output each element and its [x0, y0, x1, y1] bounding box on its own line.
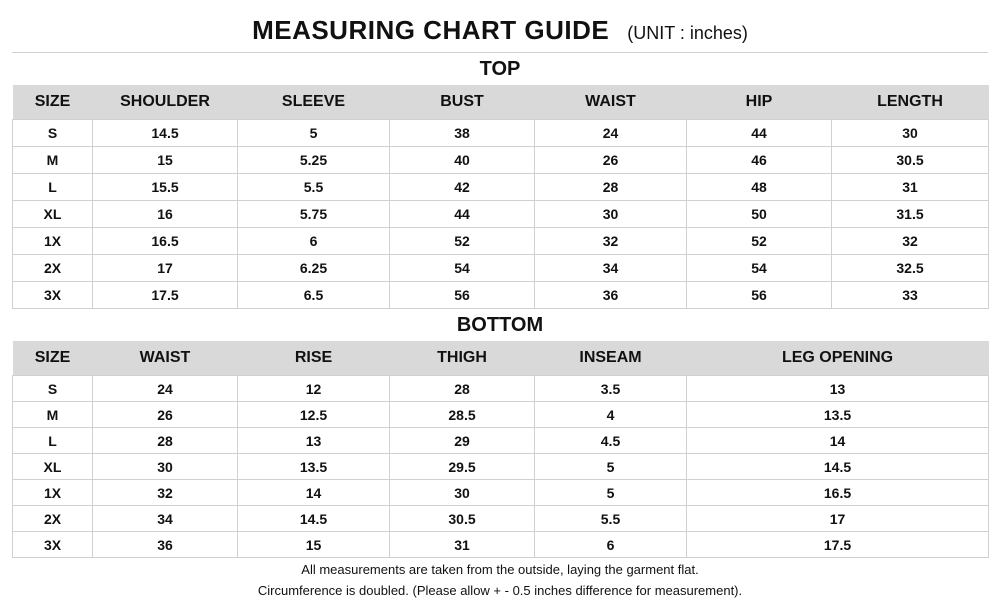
value-cell: 32.5 [832, 255, 989, 282]
value-cell: 52 [390, 228, 535, 255]
note-line-2: Circumference is doubled. (Please allow + - 0.5 inches difference for measurement). [257, 583, 743, 598]
value-cell: 32 [535, 228, 687, 255]
value-cell: 30.5 [390, 506, 535, 532]
value-cell: 33 [832, 282, 989, 309]
header-size: SIZE [13, 85, 93, 120]
table-row [13, 480, 989, 506]
table-row [13, 402, 989, 428]
table-row [13, 255, 989, 282]
size-cell: M [13, 402, 93, 428]
value-cell: 30 [93, 454, 238, 480]
size-cell: XL [13, 454, 93, 480]
value-cell: 24 [535, 120, 687, 147]
value-cell: 54 [687, 255, 832, 282]
top-header-row [13, 85, 989, 120]
value-cell: 42 [390, 174, 535, 201]
size-cell: S [13, 120, 93, 147]
value-cell: 17 [93, 255, 238, 282]
value-cell: 17.5 [687, 532, 989, 558]
value-cell: 28 [390, 376, 535, 402]
value-cell: 5.5 [238, 174, 390, 201]
value-cell: 30.5 [832, 147, 989, 174]
value-cell: 30 [832, 120, 989, 147]
measurement-notes [12, 559, 988, 601]
value-cell: 14 [687, 428, 989, 454]
value-cell: 5.75 [238, 201, 390, 228]
value-cell: 6.5 [238, 282, 390, 309]
value-cell: 15 [238, 532, 390, 558]
table-row [13, 147, 989, 174]
size-cell: 3X [13, 532, 93, 558]
value-cell: 46 [687, 147, 832, 174]
value-cell: 28.5 [390, 402, 535, 428]
header-rise: RISE [238, 341, 390, 376]
header-sleeve: SLEEVE [238, 85, 390, 120]
table-row [13, 174, 989, 201]
value-cell: 17 [687, 506, 989, 532]
value-cell: 32 [832, 228, 989, 255]
value-cell: 13.5 [238, 454, 390, 480]
value-cell: 31.5 [832, 201, 989, 228]
value-cell: 14.5 [93, 120, 238, 147]
value-cell: 50 [687, 201, 832, 228]
value-cell: 15.5 [93, 174, 238, 201]
value-cell: 5 [238, 120, 390, 147]
size-cell: S [13, 376, 93, 402]
table-row [13, 428, 989, 454]
value-cell: 44 [687, 120, 832, 147]
value-cell: 6.25 [238, 255, 390, 282]
bottom-section-title: BOTTOM [456, 313, 544, 336]
table-row [13, 532, 989, 558]
value-cell: 31 [832, 174, 989, 201]
note-line-1: All measurements are taken from the outside, laying the garment flat. [301, 562, 699, 577]
size-cell: 1X [13, 480, 93, 506]
header-bust: BUST [390, 85, 535, 120]
chart-title: MEASURING CHART GUIDE [252, 14, 610, 45]
value-cell: 32 [93, 480, 238, 506]
value-cell: 28 [535, 174, 687, 201]
value-cell: 40 [390, 147, 535, 174]
value-cell: 31 [390, 532, 535, 558]
value-cell: 4 [535, 402, 687, 428]
value-cell: 13.5 [687, 402, 989, 428]
title-row [12, 8, 988, 53]
value-cell: 54 [390, 255, 535, 282]
value-cell: 16.5 [93, 228, 238, 255]
value-cell: 14 [238, 480, 390, 506]
value-cell: 3.5 [535, 376, 687, 402]
size-cell: 3X [13, 282, 93, 309]
table-row [13, 228, 989, 255]
top-size-table [12, 85, 989, 309]
value-cell: 17.5 [93, 282, 238, 309]
size-cell: 1X [13, 228, 93, 255]
value-cell: 28 [93, 428, 238, 454]
value-cell: 36 [535, 282, 687, 309]
value-cell: 56 [687, 282, 832, 309]
size-cell: L [13, 174, 93, 201]
header-size: SIZE [13, 341, 93, 376]
unit-label: (UNIT : inches) [627, 22, 748, 43]
value-cell: 13 [687, 376, 989, 402]
value-cell: 24 [93, 376, 238, 402]
size-cell: 2X [13, 255, 93, 282]
value-cell: 26 [535, 147, 687, 174]
value-cell: 16 [93, 201, 238, 228]
value-cell: 30 [535, 201, 687, 228]
size-cell: M [13, 147, 93, 174]
value-cell: 48 [687, 174, 832, 201]
table-row [13, 282, 989, 309]
value-cell: 5 [535, 454, 687, 480]
table-row [13, 201, 989, 228]
size-cell: L [13, 428, 93, 454]
value-cell: 14.5 [687, 454, 989, 480]
table-row [13, 376, 989, 402]
value-cell: 52 [687, 228, 832, 255]
value-cell: 34 [535, 255, 687, 282]
table-row [13, 454, 989, 480]
value-cell: 34 [93, 506, 238, 532]
value-cell: 13 [238, 428, 390, 454]
header-leg-opening: LEG OPENING [687, 341, 989, 376]
header-inseam: INSEAM [535, 341, 687, 376]
value-cell: 6 [238, 228, 390, 255]
value-cell: 26 [93, 402, 238, 428]
header-shoulder: SHOULDER [93, 85, 238, 120]
value-cell: 4.5 [535, 428, 687, 454]
value-cell: 44 [390, 201, 535, 228]
table-row [13, 120, 989, 147]
value-cell: 12.5 [238, 402, 390, 428]
value-cell: 15 [93, 147, 238, 174]
value-cell: 5.25 [238, 147, 390, 174]
value-cell: 38 [390, 120, 535, 147]
value-cell: 36 [93, 532, 238, 558]
value-cell: 5.5 [535, 506, 687, 532]
header-waist: WAIST [535, 85, 687, 120]
header-thigh: THIGH [390, 341, 535, 376]
table-row [13, 506, 989, 532]
value-cell: 30 [390, 480, 535, 506]
size-cell: XL [13, 201, 93, 228]
value-cell: 14.5 [238, 506, 390, 532]
bottom-size-table [12, 341, 989, 558]
header-hip: HIP [687, 85, 832, 120]
bottom-header-row [13, 341, 989, 376]
value-cell: 16.5 [687, 480, 989, 506]
value-cell: 12 [238, 376, 390, 402]
value-cell: 5 [535, 480, 687, 506]
size-cell: 2X [13, 506, 93, 532]
value-cell: 29.5 [390, 454, 535, 480]
value-cell: 29 [390, 428, 535, 454]
header-length: LENGTH [832, 85, 989, 120]
value-cell: 56 [390, 282, 535, 309]
header-waist: WAIST [93, 341, 238, 376]
top-section-title: TOP [479, 57, 521, 80]
value-cell: 6 [535, 532, 687, 558]
